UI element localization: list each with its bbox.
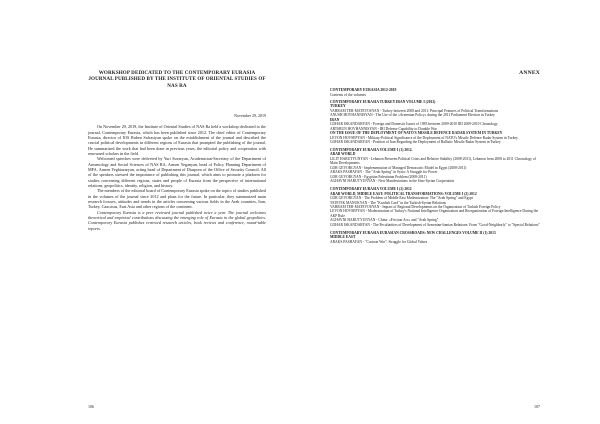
contents-entry: GOR GEVORGYAN - Egyptian Palestinian Problem (2008-2011): [330, 174, 427, 179]
volume-heading: CONTEMPORARY EURASIA TURKEY IRAN VOLUME I (2012): [330, 100, 436, 104]
contents-subtitle: Contents of the volumes: [330, 92, 366, 97]
page-number-right: 107: [534, 404, 540, 409]
contents-entry: GOHAR ISKANDARYAN - Position of Iran Regarding the Deployment of Ballistic Missile Radar System in Turkey: [330, 140, 501, 145]
workshop-title: WORKSHOP DEDICATED TO THE CONTEMPORARY EURASIA JOURNAL PUBLISHED BY THE INSTITUTE OF ORIENTAL STUDIES OF NAS RA: [88, 70, 266, 89]
contents-entry: GOHAR ISKANDARYAN - Foreign and Domestic Issues of 1983 between 2009-2010 IRI 2009-2010 Chronology: [330, 122, 498, 127]
contents-entry: LEVON HOVSEPYAN - Modernization of Turkey's National Intelligence Organization and Reorganization of Foreign Intelligence During the AKP Rule: [330, 209, 539, 218]
contents-entry: VAHRAM TER-MATEVOSYAN - Turkey between 2008 and 2011: Principal Features of Political Transformations: [330, 108, 499, 113]
volume-block: [330, 187, 540, 227]
volume-heading: CONTEMPORARY EURASIA VOLUME I (1) 2012.: [330, 148, 413, 153]
section-heading: MIDDLE EAST: [330, 235, 356, 240]
paragraph: On November 29, 2019, the Institute of Oriental Studies of NAS Ra held a workshop dedicated to the journal, Contemporary Eurasia, which has been published since 2012. The chief editor of Contemporary Eurasia, director of IOS Ruben Safrastyan spoke on the establishment of the journal and described the crucial political developments in different regions of Eurasia that prompted the publishing of the journal. He summarized the work that had been done in previous years, the editorial policy and cooperation with renowned scholars in the field.: [88, 124, 266, 156]
contents-entry: ARAKS PASHAYAN - "Cartoon War": Struggle for Global Values: [330, 239, 428, 244]
contents-entry: VAHRAM TER-MATEVOSYAN - Impact of Regional Developments on the Organization of Turkish Foreign Policy: [330, 204, 501, 209]
contents-entry: LILIT HARUTYUNYAN - Lebanon Between Political Crisis and Relative Stability (2008-2011), Lebanon from 2008 to 2011 Chronology of Main Developments: [330, 156, 536, 166]
section-heading: ON THE ISSUE OF THE DEPLOYMENT OF NATO'S MISSILE DEFENCE RADAR SYSTEM IN TURKEY: [330, 131, 503, 136]
volume-list: [330, 100, 540, 244]
section-heading: TURKEY: [330, 104, 346, 109]
contents-entry: AGHAVNI HARUTYUNYAN - China: «Friction Arc» and "Arab Spring": [330, 218, 439, 223]
workshop-date: November 29, 2019: [234, 113, 266, 119]
contents-entry: TATEVIK MANUKYAN - The "Kurdish Card" in the Turkish-Syrian Relations: [330, 200, 446, 205]
section-heading: ARAB WORLD: [330, 152, 356, 157]
volume-block: [330, 231, 540, 244]
contents-entry: ARAKS PASHAYAN - The "Arab Spring" in Syria: A Struggle for Power: [330, 170, 438, 175]
volume-block: [330, 148, 540, 184]
contents-entry: AGHAVNI HARUTYUNYAN - New Manifestations in the Sino-Syrian Cooperation: [330, 179, 455, 184]
contents-entry: GOR GEVORGYAN - Implementation of Managed Democratic Model in Egypt (2008-2011): [330, 165, 467, 170]
contents-entry: LEVON HOVSEPYAN - Military-Political Significance of the Deployment of NATO's Missile Defence Radar System in Turkey: [330, 135, 518, 140]
contents-entry: GOR GEVORGYAN - The Problem of Middle East Modernization: The "Arab Spring" and Egypt: [330, 196, 474, 201]
contents-title: CONTEMPORARY EURASIA 2012-2019: [330, 88, 397, 92]
paragraph: Welcomed speeches were delivered by Yuri Suvaryan, Academician-Secretary of the Department of Armenology and Social Sciences of NAS RA, Armen Yeganyan, head of Policy Planning Department of MFA, Armen Yeghiazaryan, acting head of Department of Diaspora of the Office of Security Council. All of the speakers stressed the importance of publishing this journal, which aims to promote a platform for studies concerning different regions, states and people of Eurasia from the perspective of international relations, geopolitics, identity, religion, and history.: [88, 156, 266, 188]
contents-entry: GOHAR ISKANDARYAN - The Peculiarities of Development of Armenian-Iranian Relations: From "Good-Neighborly" to "Special Relations": [330, 222, 540, 227]
paragraph: The members of the editorial board of Contemporary Eurasia spoke on the topics of studies published in the volumes of the journal since 2012 and plans for the future. In particular, they summarized main research focuses, attitudes and trends in the articles concerning various fields in the Arab countries, Iran, Turkey, Caucasus, East Asia and other regions of the continent.: [88, 188, 266, 210]
body-text: [88, 124, 266, 231]
annex-title: ANNEX: [519, 70, 540, 76]
right-page: [300, 0, 600, 424]
volume-heading: CONTEMPORARY EURASIA VOLUME I (2) 2012: [330, 187, 412, 192]
volume-block: [330, 100, 540, 145]
page-number-left: 106: [88, 404, 94, 409]
contents-entry: ARTSRUN HOVHANNISYAN - IRI Defense Capability to Durable War: [330, 126, 437, 131]
volume-heading: CONTEMPORARY EURASIA EURASIAN CROSSROADS: NEW CHALLENGES VOLUME II (1) 2013: [330, 230, 496, 235]
contents-entry: ANUSH HOVHANNISYAN - The Use of the «Armenian Policy» during the 2011 Parliament Election in Turkey: [330, 113, 495, 118]
journal-description-paragraph: Contemporary Eurasia is a peer reviewed journal published twice a year. The journal welcomes theoretical and empirical contributions discussing the emerging role of Eurasia in the global geopolitics. Contemporary Eurasia publishes reviewed research articles, book reviews and conference, round-table reports.: [88, 209, 266, 231]
section-heading: IRAN: [330, 117, 340, 122]
section-heading: ARAB WORLD, MIDDLE EAST: POLITICAL TRANSFORMATIONS: VOLUME I (2) 2012: [330, 191, 477, 196]
